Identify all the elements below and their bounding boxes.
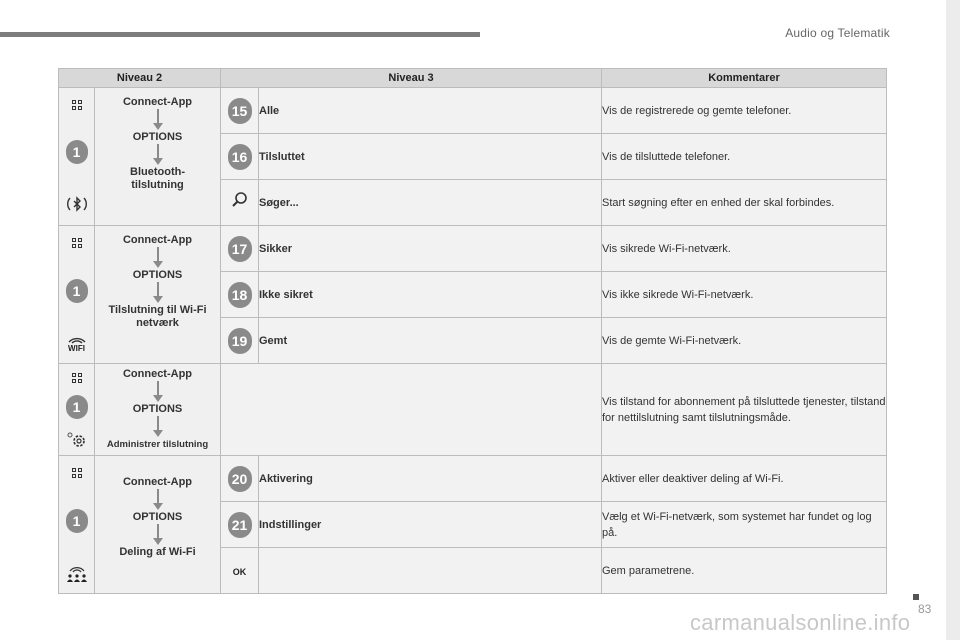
level3-label: Aktivering <box>259 456 602 502</box>
flow-step-options: OPTIONS <box>132 269 183 281</box>
flow-step-wifi: Tilslutning til Wi-Fi netværk <box>108 304 207 329</box>
number-badge: 16 <box>228 144 252 170</box>
flow-step-options: OPTIONS <box>132 511 183 523</box>
page-edge <box>946 0 960 640</box>
arrow-down-icon <box>153 282 163 304</box>
level3-label: Søger... <box>259 180 602 226</box>
table-header-row <box>59 69 887 88</box>
comment: Vis sikrede Wi-Fi-netværk. <box>602 226 887 272</box>
comment: Vis de gemte Wi-Fi-netværk. <box>602 318 887 364</box>
header-bar <box>0 32 480 37</box>
badge-cell <box>221 134 259 180</box>
page-marker <box>913 594 919 600</box>
table-row <box>59 88 887 134</box>
number-badge: 18 <box>228 282 252 308</box>
number-badge: 20 <box>228 466 252 492</box>
flow-step-options: OPTIONS <box>132 403 183 415</box>
arrow-down-icon <box>153 144 163 166</box>
level2-flow-cell <box>95 456 221 594</box>
level2-flow-cell <box>95 226 221 364</box>
level1-badge: 1 <box>66 395 88 419</box>
level1-cell <box>59 226 95 364</box>
empty-level3 <box>221 364 602 456</box>
arrow-down-icon <box>153 247 163 269</box>
watermark: carmanualsonline.info <box>690 610 911 635</box>
flow-step-connect-app: Connect-App <box>122 476 193 488</box>
comment: Vælg et Wi-Fi-netværk, som systemet har fundet og log på. <box>602 502 887 548</box>
badge-cell <box>221 502 259 548</box>
flow-step-options: OPTIONS <box>132 131 183 143</box>
level3-label: Tilsluttet <box>259 134 602 180</box>
comment: Start søgning efter en enhed der skal forbindes. <box>602 180 887 226</box>
table-row <box>59 364 887 456</box>
badge-cell <box>221 456 259 502</box>
apps-icon <box>72 238 82 248</box>
flow-step-connect-app: Connect-App <box>122 234 193 246</box>
page-number: 83 <box>918 602 932 616</box>
icon-cell <box>221 180 259 226</box>
arrow-down-icon <box>153 489 163 511</box>
level3-label: Gemt <box>259 318 602 364</box>
flow-step-deling: Deling af Wi-Fi <box>119 546 196 558</box>
level3-label: Ikke sikret <box>259 272 602 318</box>
level3-label: Sikker <box>259 226 602 272</box>
number-badge: 21 <box>228 512 252 538</box>
arrow-down-icon <box>153 524 163 546</box>
badge-cell <box>221 318 259 364</box>
level2-flow-cell <box>95 88 221 226</box>
flow-step-connect-app: Connect-App <box>122 96 193 108</box>
level2-flow-cell <box>95 364 221 456</box>
table-row <box>59 456 887 502</box>
arrow-down-icon <box>153 109 163 131</box>
level1-badge: 1 <box>66 140 88 164</box>
flow-step-bluetooth: Bluetooth-tilslutning <box>130 166 185 191</box>
bluetooth-icon <box>66 193 88 215</box>
level3-label <box>259 548 602 594</box>
level1-badge: 1 <box>66 279 88 303</box>
arrow-down-icon <box>153 381 163 403</box>
level1-cell <box>59 364 95 456</box>
apps-icon <box>72 100 82 110</box>
page-title: Audio og Telematik <box>785 26 890 40</box>
badge-cell <box>221 88 259 134</box>
number-badge: 17 <box>228 236 252 262</box>
flow-step-administrer: Administrer tilslutning <box>106 439 209 450</box>
gear-icon <box>66 431 88 449</box>
ok-label: OK <box>232 566 247 577</box>
search-icon <box>230 190 250 210</box>
col-header-niveau3: Niveau 3 <box>221 69 602 88</box>
ok-cell <box>221 548 259 594</box>
comment: Vis de tilsluttede telefoner. <box>602 134 887 180</box>
level1-cell <box>59 456 95 594</box>
level1-cell <box>59 88 95 226</box>
level1-badge: 1 <box>66 509 88 533</box>
level3-label: Alle <box>259 88 602 134</box>
arrow-down-icon <box>153 416 163 438</box>
settings-table <box>58 68 887 594</box>
wifi-icon <box>67 334 87 353</box>
comment: Vis de registrerede og gemte telefoner. <box>602 88 887 134</box>
level3-label: Indstillinger <box>259 502 602 548</box>
badge-cell <box>221 226 259 272</box>
number-badge: 19 <box>228 328 252 354</box>
col-header-niveau2: Niveau 2 <box>59 69 221 88</box>
wifi-sharing-icon <box>66 563 88 583</box>
number-badge: 15 <box>228 98 252 124</box>
comment: Gem parametrene. <box>602 548 887 594</box>
flow-step-connect-app: Connect-App <box>122 368 193 380</box>
badge-cell <box>221 272 259 318</box>
col-header-kommentarer: Kommentarer <box>602 69 887 88</box>
wifi-label: WIFI <box>68 344 85 353</box>
apps-icon <box>72 373 82 383</box>
comment: Vis ikke sikrede Wi-Fi-netværk. <box>602 272 887 318</box>
comment: Vis tilstand for abonnement på tilsluttede tjenester, tilstand for nettilslutning samt tilslutningsmåde. <box>602 364 887 456</box>
apps-icon <box>72 468 82 478</box>
comment: Aktiver eller deaktiver deling af Wi-Fi. <box>602 456 887 502</box>
table-row <box>59 226 887 272</box>
